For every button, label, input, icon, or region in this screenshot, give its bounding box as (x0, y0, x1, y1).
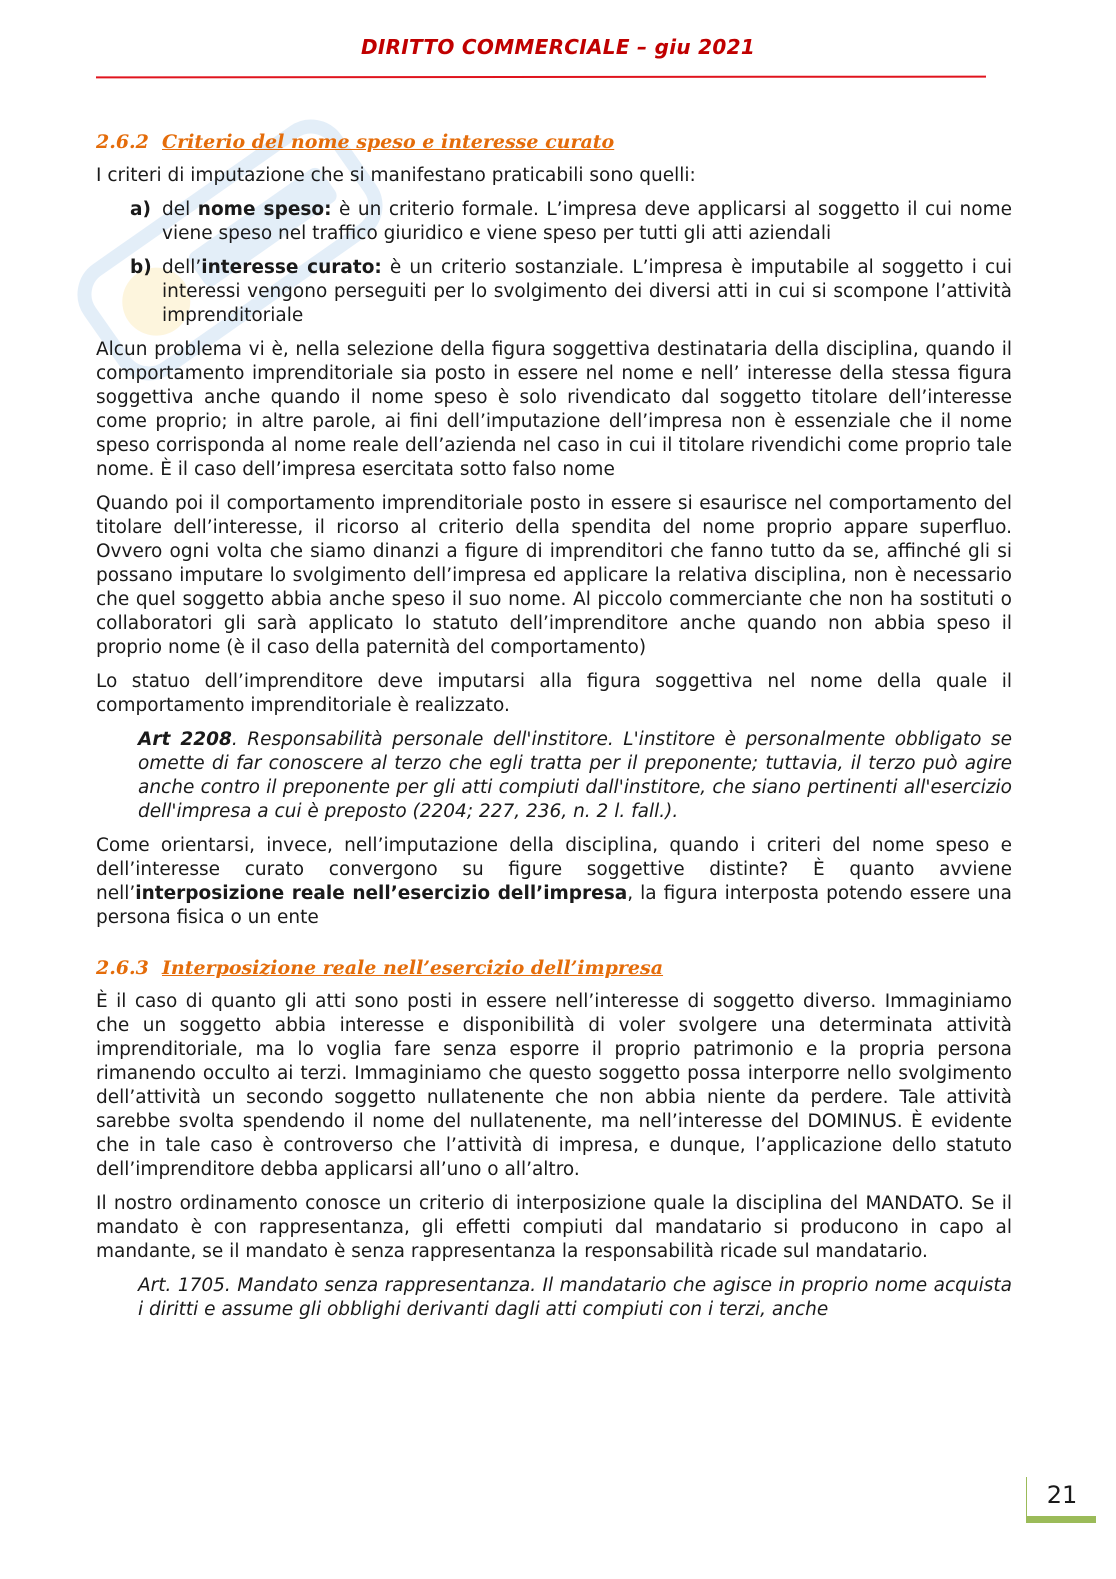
article-text: . Responsabilità personale dell'institore. L'institore è personalmente obbligato se omette di far conoscere al terzo che egli tratta per il preponente; tuttavia, il terzo può agire anche contro il preponente per gli atti compiuti dall'institore, che siano pertinenti all'esercizio dell'impresa a cui è preposto (2204; 227, 236, n. 2 l. fall.). (138, 729, 1012, 822)
paragraph: Il nostro ordinamento conosce un criterio di interposizione quale la disciplina del MANDATO. Se il mandato è con rappresentanza, gli effetti compiuti dal mandatario si producono in capo al mandante, se il mandato è senza rappresentanza la responsabilità ricade sul mandatario. (96, 1193, 1012, 1262)
list-term: interesse curato: (201, 257, 382, 278)
page-number-bar (1026, 1516, 1096, 1523)
list-item-a (130, 198, 1012, 246)
list-marker: a) (130, 199, 151, 220)
section-heading-2-6-2 (96, 128, 1012, 156)
paragraph: Alcun problema vi è, nella selezione della figura soggettiva destinataria della disciplina, quando il comportamento imprenditoriale sia posto in essere nel nome e nell’ interesse della stessa figura soggettiva anche quando il nome speso è solo rivendicato dal soggetto titolare dell’interesse come proprio; in altre parole, ai fini dell’imputazione dell’impresa non è essenziale che il nome speso corrisponda al nome reale dell’azienda nel caso in cui il titolare rivendichi come proprio tale nome. È il caso dell’impresa esercitata sotto falso nome (96, 339, 1012, 480)
paragraph: È il caso di quanto gli atti sono posti in essere nell’interesse di soggetto diverso. Immaginiamo che un soggetto abbia interesse e disponibilità di voler svolgere una determinata attività imprenditoriale, ma lo voglia fare senza esporre il proprio patrimonio e la propria persona rimanendo occulto ai terzi. Immaginiamo che questo soggetto possa interporre nello svolgimento dell’attività un secondo soggetto nullatenente che non abbia niente da perdere. Tale attività sarebbe svolta spendendo il nome del nullatenente, ma nell’interesse del DOMINUS. È evidente che in tale caso è controverso che l’attività di impresa, e dunque, l’applicazione dello statuto dell’imprenditore debba applicarsi all’uno o all’altro. (96, 991, 1012, 1180)
list-text: è un criterio sostanziale. L’impresa è imputabile al soggetto i cui interessi vengono perseguiti per lo svolgimento dei diversi atti in cui si scompone l’attività imprenditoriale (162, 257, 1012, 326)
article-quote-1705: Art. 1705. Mandato senza rappresentanza. Il mandatario che agisce in proprio nome acquista i diritti e assume gli obblighi derivanti dagli atti compiuti con i terzi, anche (138, 1275, 1012, 1320)
section-number: 2.6.3 (96, 957, 149, 979)
paragraph: Lo statuo dell’imprenditore deve imputarsi alla figura soggettiva nel nome della quale il comportamento imprenditoriale è realizzato. (96, 671, 1012, 716)
list-term: nome speso: (197, 199, 332, 220)
section-heading-2-6-3 (96, 954, 1012, 982)
header-rule (96, 76, 986, 79)
paragraph-text: Come orientarsi, invece, nell’imputazione della disciplina, quando i criteri del nome speso e dell’interesse curato convergono su figure soggettive distinte? È quanto avviene nell’ (96, 835, 1012, 904)
section-title: Criterio del nome speso e interesse curato (162, 131, 615, 153)
section-title: Interposizione reale nell’esercizio dell’impresa (162, 957, 664, 979)
section-intro: I criteri di imputazione che si manifestano praticabili sono quelli: (96, 165, 696, 186)
list-text: del (162, 199, 198, 220)
header-title: DIRITTO COMMERCIALE – giu 2021 (360, 35, 756, 59)
paragraph (96, 834, 1012, 930)
paragraph-term: interposizione reale nell’esercizio dell’impresa (135, 883, 628, 904)
paragraph-text: , la figura interposta potendo essere una persona fisica o un ente (96, 883, 1012, 928)
list-text: dell’ (162, 257, 202, 278)
article-quote-2208 (138, 728, 1012, 824)
page-content (96, 128, 1012, 1332)
list-item-b (130, 256, 1012, 328)
section-number: 2.6.2 (96, 131, 149, 153)
list-text: è un criterio formale. L’impresa deve applicarsi al soggetto il cui nome viene speso nel traffico giuridico e viene speso per tutti gli atti aziendali (162, 199, 1012, 244)
page-number: 21 (1026, 1477, 1097, 1517)
paragraph: Quando poi il comportamento imprenditoriale posto in essere si esaurisce nel comportamento del titolare dell’interesse, il ricorso al criterio della spendita del nome proprio appare superfluo. Ovvero ogni volta che siamo dinanzi a figure di imprenditori che fanno tutto da se, affinché gli si possano imputare lo svolgimento dell’impresa ed applicare la relativa disciplina, non è necessario che quel soggetto abbia anche speso il suo nome. Al piccolo commerciante che non ha sostituti o collaboratori gli sarà applicato lo statuto dell’imprenditore anche quando non abbia speso il proprio nome (è il caso della paternità del comportamento) (96, 493, 1012, 658)
list-marker: b) (130, 257, 152, 278)
article-ref: Art 2208 (138, 729, 232, 750)
list-item-body (162, 256, 1012, 328)
list-item-body (162, 198, 1012, 246)
